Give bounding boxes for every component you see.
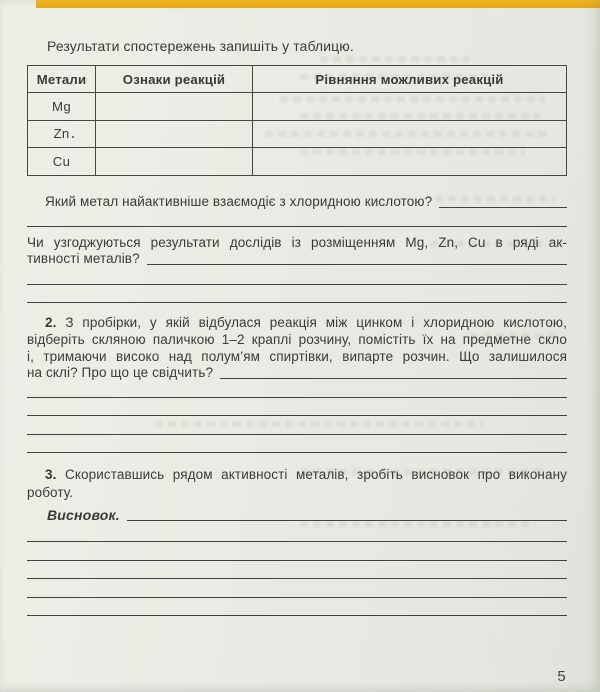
- metal-label: Cu: [28, 148, 96, 176]
- answer-line: [27, 561, 567, 579]
- answer-line: [27, 380, 567, 398]
- question-2-line1: Чи узгоджуються результати дослідів із розміщенням Mg, Zn, Cu в ряді ак-: [27, 235, 567, 250]
- answer-blank: [127, 507, 567, 521]
- task-3: [27, 458, 567, 616]
- page-content: [27, 0, 567, 523]
- answer-line: [27, 598, 567, 616]
- task-3-number: 3.: [45, 467, 57, 482]
- answer-line: [27, 209, 567, 228]
- answer-line: [27, 524, 567, 542]
- answer-line: [27, 435, 567, 453]
- header-signs: Ознаки реакцій: [96, 66, 253, 93]
- answer-line: [27, 398, 567, 416]
- question-2-text: тивності металів?: [27, 251, 140, 266]
- signs-cell-empty: [96, 93, 253, 121]
- header-equations: Рівняння можливих реакцій: [253, 66, 567, 93]
- equations-cell-empty: [253, 120, 567, 148]
- task-3-line1: 3. Скориставшись рядом активності металів, зробіть висновок про виконану: [45, 467, 567, 482]
- print-speck: [72, 136, 74, 138]
- task-2-number: 2.: [45, 315, 57, 330]
- answer-blank: [439, 194, 567, 208]
- answer-line: [27, 542, 567, 560]
- task-2-line2: відберіть скляною паличкою 1–2 краплі розчину, помістіть їх на предметне скло: [27, 332, 567, 347]
- intro-sentence: Результати спостережень запишіть у таблицю.: [47, 38, 354, 54]
- question-1: [27, 194, 567, 209]
- task-2-line3: і, тримаючи високо над полум’ям спиртівки, випарте розчин. Що залишилося: [27, 349, 567, 364]
- question-2-line2: [27, 251, 567, 266]
- equations-cell-empty: [253, 93, 567, 121]
- metal-label: Zn: [28, 120, 96, 148]
- answer-line: [27, 579, 567, 597]
- conclusion: [27, 507, 567, 524]
- answer-blank: [147, 251, 567, 265]
- task-2-line1: 2. З пробірки, у якій відбулася реакція між цинком і хлоридною кислотою,: [45, 315, 567, 330]
- task-2: [27, 314, 567, 453]
- equations-cell-empty: [253, 148, 567, 176]
- table-row: [28, 93, 567, 121]
- metal-label: Mg: [28, 93, 96, 121]
- results-table: [27, 65, 567, 176]
- conclusion-label: Висновок.: [47, 507, 120, 523]
- task-3-line2: роботу.: [27, 484, 74, 500]
- table-row: [28, 148, 567, 176]
- table-header-row: [28, 66, 567, 93]
- header-metals: Метали: [28, 66, 96, 93]
- question-1-text: Який метал найактивніше взаємодіє з хлоридною кислотою?: [45, 193, 433, 209]
- table-row: [28, 120, 567, 148]
- answer-line: [27, 285, 567, 304]
- answer-blank: [220, 365, 567, 379]
- signs-cell-empty: [96, 148, 253, 176]
- signs-cell-empty: [96, 120, 253, 148]
- answer-line: [27, 266, 567, 285]
- task-2-line4: на склі? Про що це свідчить?: [27, 365, 567, 380]
- page-number: 5: [557, 668, 566, 685]
- answer-line: [27, 416, 567, 434]
